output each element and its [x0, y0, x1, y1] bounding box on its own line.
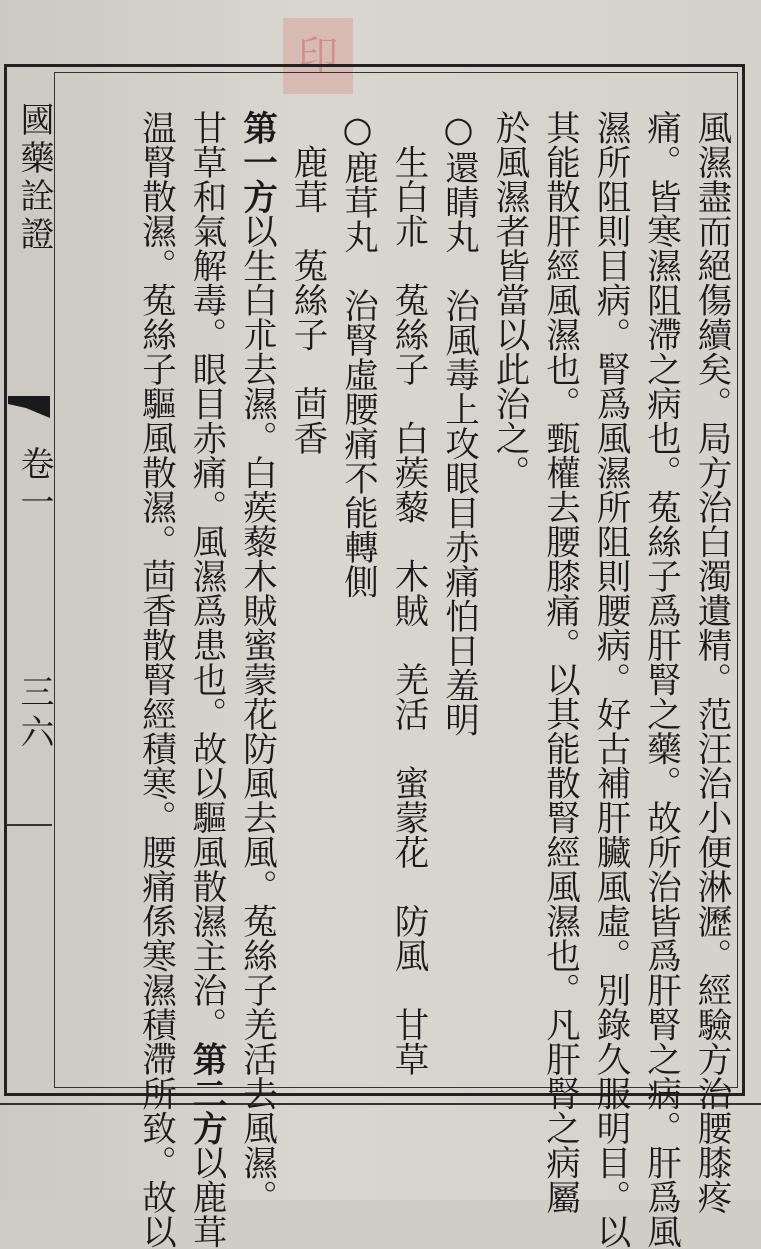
text-segment: 鹿茸 菟絲子 茴香 [287, 110, 327, 455]
text-column [181, 110, 232, 1249]
text-column [332, 110, 383, 1080]
text-column [484, 110, 535, 1080]
margin-rule [6, 824, 52, 826]
text-segment: 温腎散濕。菟絲子驅風散濕。茴香散腎經積寒。腰痛係寒濕積滯所致。故以 [135, 110, 176, 1249]
page-number: 三六 [14, 674, 54, 754]
seal-mark: 印 [298, 33, 338, 79]
fishtail-mark-icon [8, 396, 50, 422]
text-segment: 痛。皆寒濕阻滯之病也。菟絲子爲肝腎之藥。故所治皆爲肝腎之病。肝爲風 [640, 110, 681, 1249]
text-column [383, 110, 434, 1080]
text-segment: 生白朮 菟絲子 白蒺藜 木賊 羌活 蜜蒙花 防風 甘草 [388, 110, 428, 1076]
text-segment: 於風濕者皆當以此治之。 [489, 110, 529, 490]
text-segment: ○還睛丸 治風毒上攻眼目赤痛怕日羞明 [438, 110, 479, 737]
text-segment: 以鹿茸 [186, 1145, 226, 1249]
main-text [60, 110, 736, 1249]
margin-column [6, 74, 52, 1084]
text-column [282, 110, 333, 1080]
text-segment: ○鹿茸丸 治腎虛腰痛不能轉側 [337, 110, 378, 599]
text-segment: 風濕盡而絕傷續矣。局方治白濁遺精。范汪治小便淋瀝。經驗方治腰膝疼 [691, 110, 731, 1214]
book-title: 國藥詮證 [14, 102, 54, 254]
text-column [231, 110, 282, 1214]
text-column [433, 110, 484, 1080]
text-column [534, 110, 585, 1214]
text-column [130, 110, 181, 1249]
formula-label: 第二方 [186, 1041, 226, 1145]
text-column [585, 110, 636, 1249]
text-column [686, 110, 737, 1214]
text-column [635, 110, 686, 1249]
text-segment: 以生白朮去濕。白蒺藜木賊蜜蒙花防風去風。菟絲子羌活去風濕。 [236, 213, 277, 1214]
formula-label: 第一方 [236, 110, 277, 214]
text-segment: 其能散肝經風濕也。甄權去腰膝痛。以其能散腎經風濕也。凡肝腎之病屬 [539, 110, 580, 1214]
text-segment: 濕所阻則目病。腎爲風濕所阻則腰病。好古補肝臟風虛。別錄久服明目。以 [590, 110, 630, 1249]
volume-label: 卷一 [14, 446, 54, 522]
text-segment: 甘草和氣解毒。眼目赤痛。風濕爲患也。故以驅風散濕主治。 [186, 110, 226, 1042]
